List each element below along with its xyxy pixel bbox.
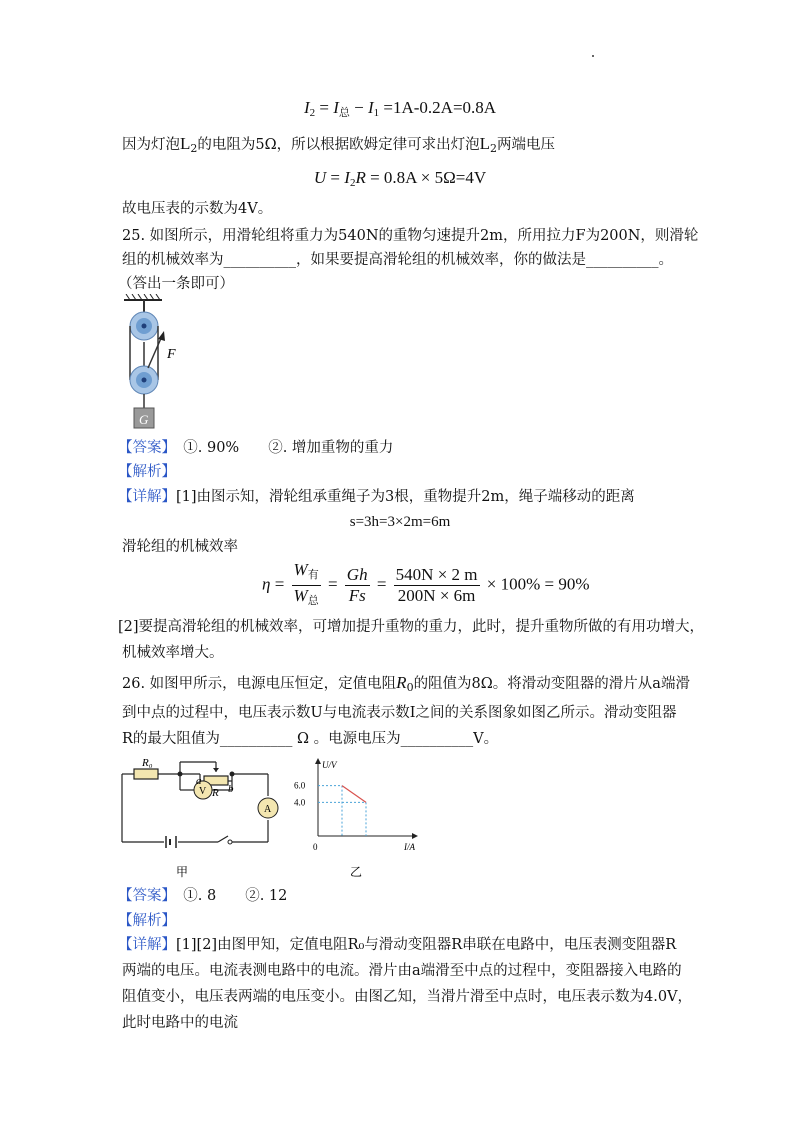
q25-detail2-line1: [2]要提高滑轮组的机械效率，可增加提升重物的重力，此时，提升重物所做的有用功增大， [118,619,705,635]
origin-label: 0 [313,842,318,852]
q26-analysis-tag: 【解析】 [118,913,176,929]
force-label: F [167,347,176,362]
efficiency-formula: η = $\frac{W_有}{W_总}$ = $\frac{Gh}{Fs}$ = $\frac{540N \times 2 m}{200N \times 6m}$ × 100% = 90% [262,560,590,607]
q26-line1: 26. 如图甲所示，电源电压恒定，定值电阻$R_0$的阻值为8Ω。将滑动变阻器的滑片从a端滑 [122,673,690,694]
q26-detail4: 此时电路中的电流 [122,1015,238,1031]
q25-detail2-line2: 机械效率增大。 [122,645,224,661]
q26-detail1: 【详解】[1][2]由图甲知，定值电阻R₀与滑动变阻器R串联在电路中，电压表测变阻器R [118,937,677,953]
b-label: b [228,783,234,795]
q26-detail3: 阻值变小，电压表两端的电压变小。由图乙知，当滑片滑至中点时，电压表示数为4.0V， [122,989,693,1005]
stray-dot [592,55,594,57]
voltmeter-label: V [199,786,207,797]
q25-detail1: 【详解】[1]由图示知，滑轮组承重绳子为3根，重物提升2m，绳子端移动的距离 [118,489,635,505]
q25-answer: 【答案】 ①. 90% ②. 增加重物的重力 [118,440,394,456]
q25-line3: （答出一条即可） [118,276,234,292]
x-axis-label: I/A [404,842,415,852]
distance-formula: s=3h=3×2m=6m [349,514,451,530]
q26-answer: 【答案】 ①. 8 ②. 12 [118,888,288,904]
y-tick-label: 4.0 [294,797,306,808]
a-label: a [196,775,202,787]
y-tick-label: 6.0 [294,780,306,791]
q25-analysis-tag: 【解析】 [118,464,176,480]
r0-label: R₀ [142,757,153,769]
explain-line: 因为灯泡$L_2$的电阻为5Ω，所以根据欧姆定律可求出灯泡$L_2$两端电压 [122,134,556,155]
weight-label: G [139,412,149,427]
i2-formula: $I_2 = I_总 - I_1 =1A-0.2A=0.8A$ [303,98,497,119]
u-formula: $U = I_2R = 0.8A \times 5\Omega=4V$ [313,168,487,189]
q26-line2: 到中点的过程中，电压表示数U与电流表示数I之间的关系图象如图乙所示。滑动变阻器 [122,705,677,721]
series-line [342,786,366,803]
r-label: R [212,787,219,799]
ammeter-label: A [264,804,272,815]
q25-line1: 25. 如图所示，用滑轮组将重力为540N的重物匀速提升2m，所用拉力F为200N，则滑轮 [122,228,699,244]
ui-graph [292,754,432,882]
circuit-diagram [118,754,288,882]
y-axis-label: U/V [322,760,337,770]
graph-caption: 乙 [350,865,363,879]
conclusion: 故电压表的示数为4V。 [122,201,273,217]
q25-line2: 组的机械效率为__________，如果要提高滑轮组的机械效率，你的做法是__________。 [122,252,673,268]
q26-detail2: 两端的电压。电流表测电路中的电流。滑片由a端滑至中点的过程中，变阻器接入电路的 [122,963,682,979]
pulley-figure [118,294,190,432]
q26-line3: R的最大阻值为__________ Ω 。电源电压为__________V。 [122,731,499,747]
efficiency-label: 滑轮组的机械效率 [122,539,238,555]
circuit-caption: 甲 [176,865,189,879]
